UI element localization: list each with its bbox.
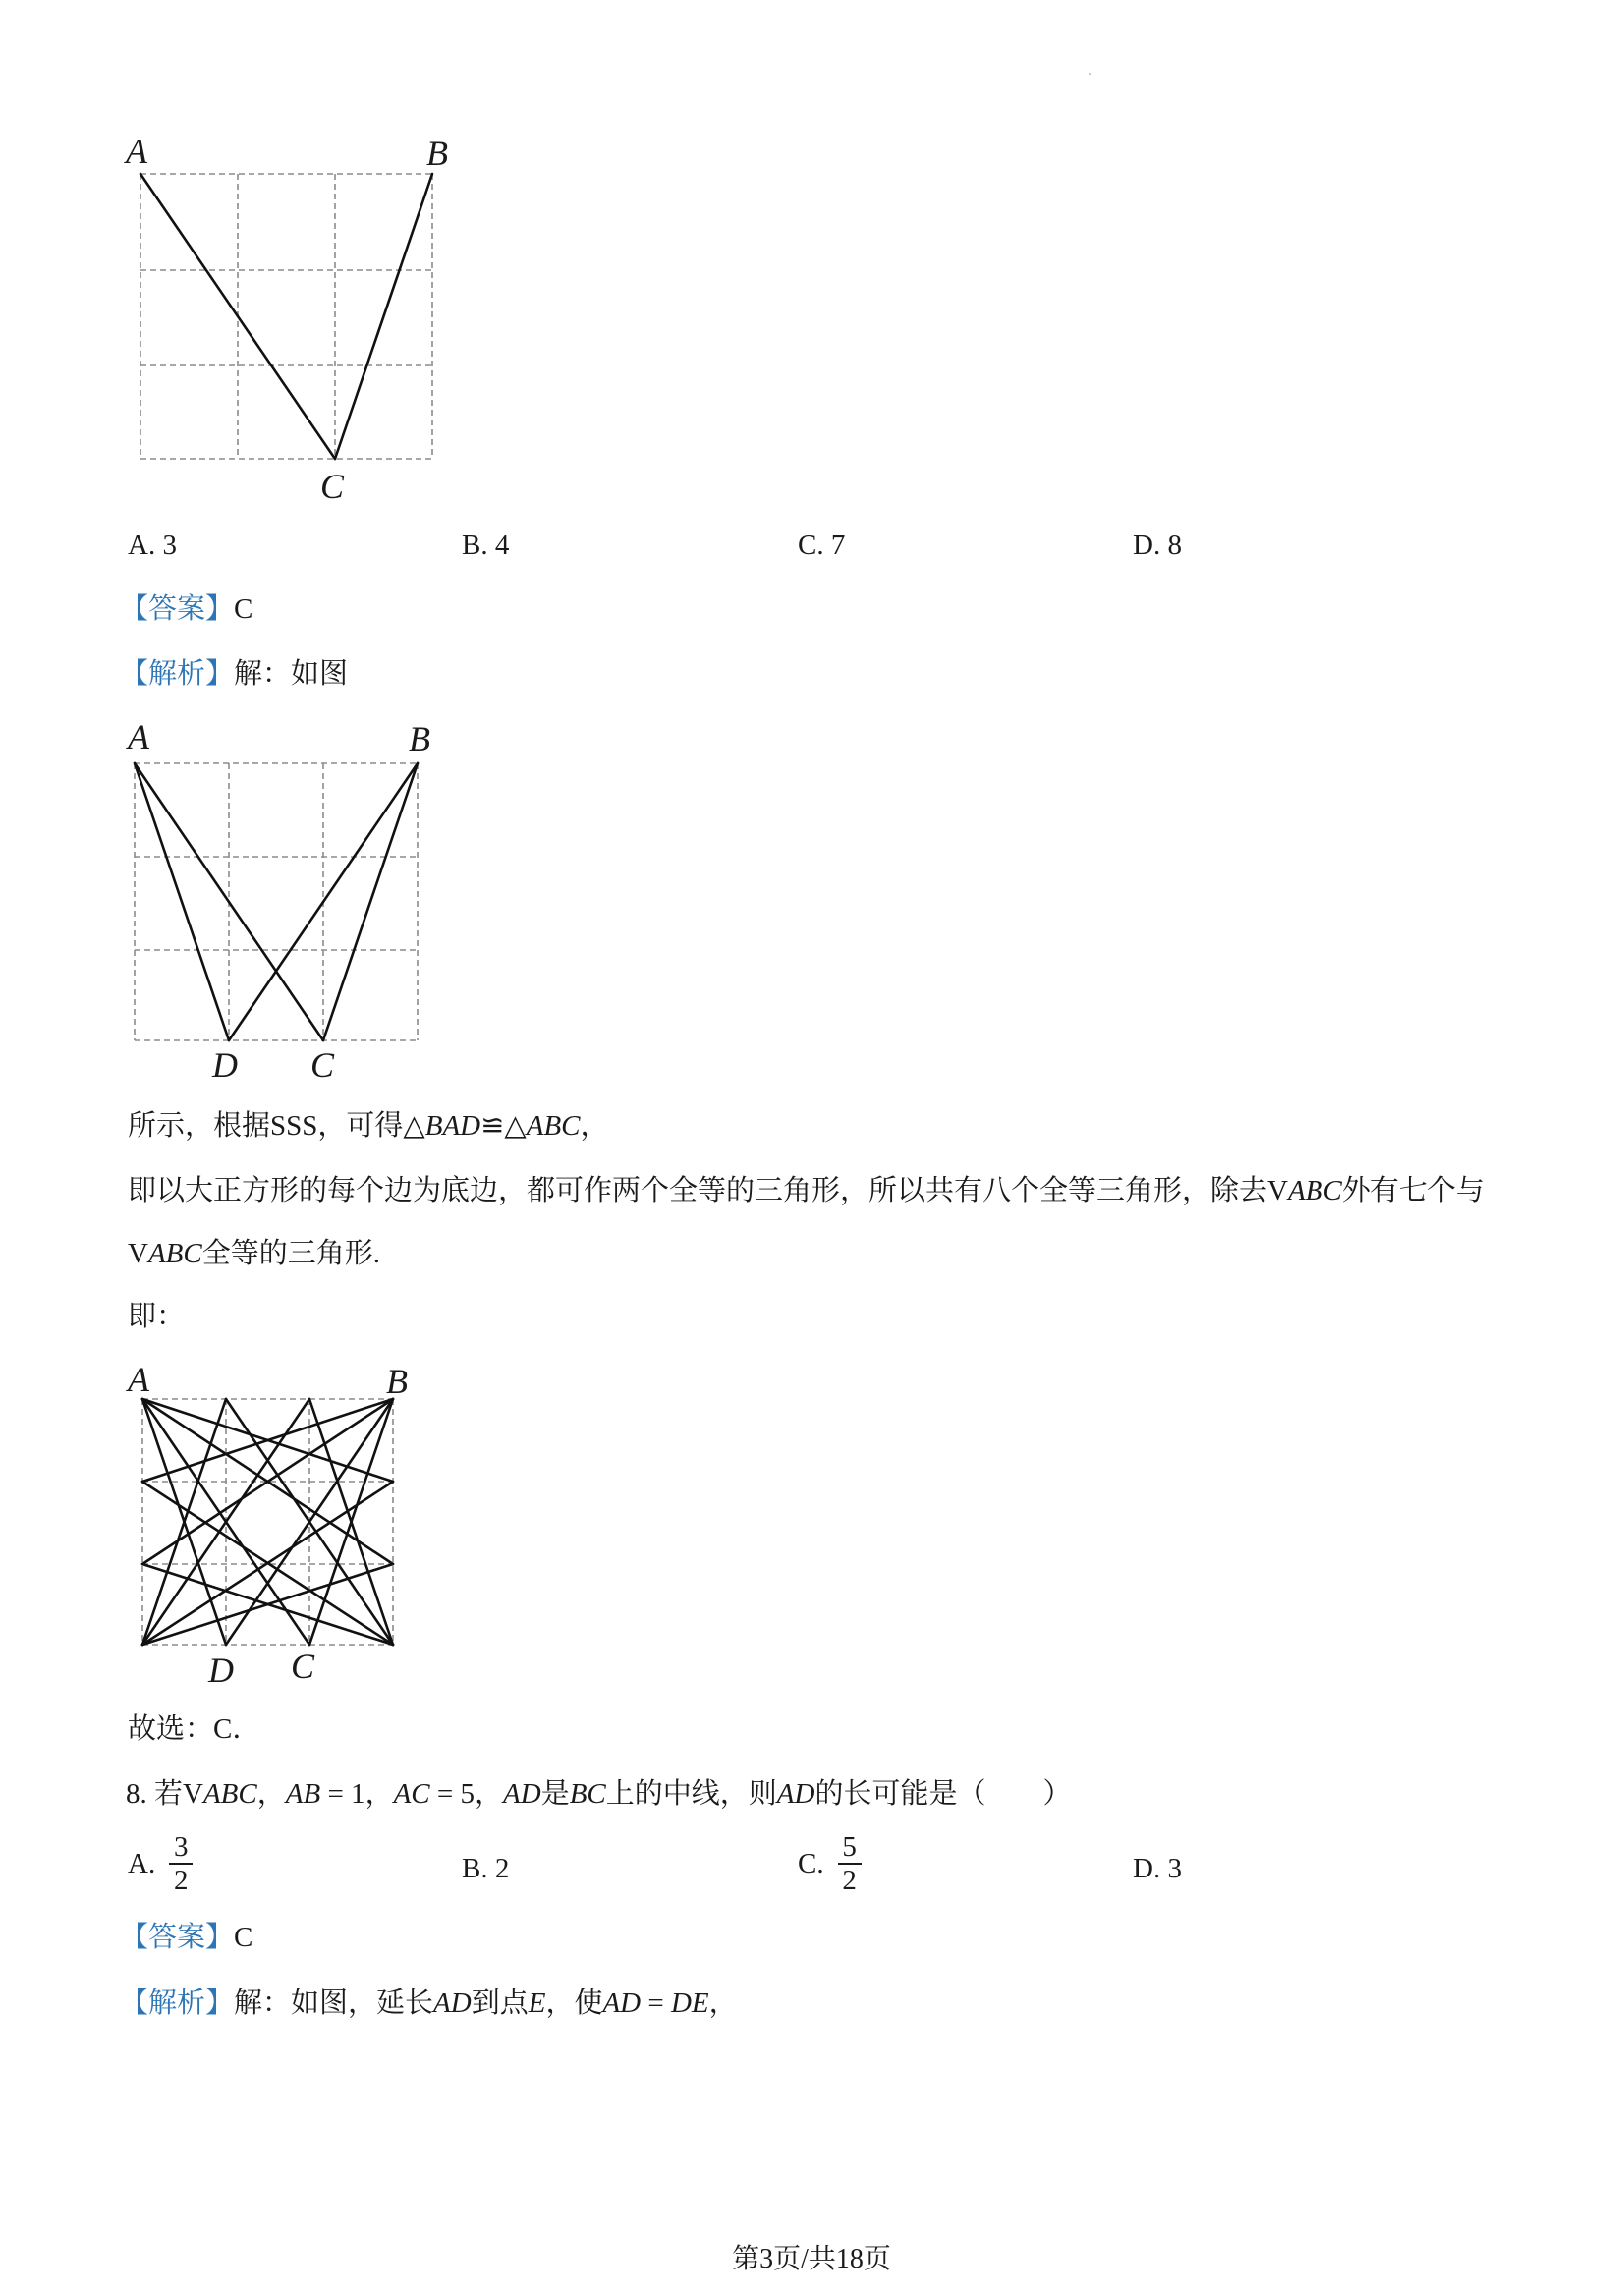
choice-c: C. 7 [798, 530, 846, 561]
text: 外有七个与 [1341, 1175, 1484, 1206]
figure-1-dashed-grid [140, 174, 432, 459]
triangle-symbol: V [183, 1778, 203, 1810]
label-B: B [426, 134, 448, 173]
figure-2-dashed-grid [135, 763, 418, 1040]
answer-tag: 【答案】 [120, 593, 235, 625]
math-ad: AD [776, 1778, 815, 1810]
conclusion-line: 故选：C． [128, 1713, 261, 1745]
segment-AD [135, 763, 229, 1040]
analysis-line [120, 656, 348, 692]
text: ， [364, 1778, 394, 1810]
q8-choice-b: B. 2 [462, 1853, 510, 1884]
triangle-symbol: △ [504, 1110, 527, 1142]
text: 上的中线，则 [605, 1778, 777, 1810]
ji-line: 即： [128, 1301, 186, 1332]
analysis-tag: 【解析】 [120, 658, 235, 690]
segment-BC [335, 174, 432, 459]
analysis-line-3 [128, 1236, 380, 1271]
scan-speck [1089, 73, 1091, 75]
text: ， [256, 1778, 286, 1810]
figure-1-grid-triangle [79, 128, 472, 511]
math-de: DE [670, 1988, 709, 2019]
label-A: A [128, 1360, 149, 1399]
q8-analysis-line [120, 1986, 738, 2021]
text: 全等的三角形. [201, 1238, 380, 1269]
label-C: C [310, 1045, 335, 1085]
math-ad: AD [503, 1778, 541, 1810]
answer-value: C [234, 1922, 253, 1953]
label-C: C [291, 1647, 315, 1686]
text: 的长可能是（ ） [814, 1778, 1072, 1810]
math-ad: AD [433, 1988, 472, 2019]
math-e: E [528, 1988, 546, 2019]
answer-tag: 【答案】 [120, 1922, 235, 1953]
text: ， [475, 1778, 504, 1810]
text: 所示，根据 [128, 1110, 271, 1142]
choice-a: A. 3 [128, 530, 177, 561]
q8-choice-d: D. 3 [1133, 1853, 1182, 1884]
denominator: 2 [842, 1865, 857, 1896]
triangle-symbol: V [1267, 1175, 1288, 1206]
denominator: 2 [173, 1865, 189, 1896]
text: 到点 [471, 1988, 529, 2019]
q8-choice-a [128, 1831, 193, 1896]
fraction [838, 1831, 862, 1896]
text: ， [708, 1988, 738, 2019]
text: 是 [540, 1778, 570, 1810]
label-B: B [409, 719, 430, 758]
label-D: D [208, 1651, 234, 1690]
page-footer: 第3页/共18页 [732, 2244, 891, 2274]
segment-BC [323, 763, 418, 1040]
math-abc: ABC [1287, 1175, 1342, 1206]
figure-3-segments [142, 1399, 393, 1645]
label-B: B [386, 1362, 408, 1401]
math-abc: ABC [147, 1238, 202, 1269]
congruent-symbol: ≌ [480, 1110, 505, 1142]
answer-value: C [234, 593, 253, 625]
analysis-tag: 【解析】 [120, 1988, 235, 2019]
text: 即以大正方形的每个边为底边，都可作两个全等的三角形，所以共有八个全等三角形，除去 [128, 1175, 1268, 1206]
text: ， [580, 1110, 609, 1142]
math-eq: = [641, 1988, 671, 2019]
text: ，可得 [317, 1110, 404, 1142]
choice-b: B. 4 [462, 530, 510, 561]
q8-choice-c [798, 1831, 862, 1896]
sss-abbrev: SSS [270, 1110, 318, 1142]
math-abc: ABC [202, 1778, 257, 1810]
math-bc: BC [569, 1778, 606, 1810]
analysis-line-1 [128, 1108, 609, 1144]
math-abc: ABC [526, 1110, 581, 1142]
choice-d: D. 8 [1133, 530, 1182, 561]
numerator: 5 [842, 1831, 857, 1863]
choice-prefix: C. [798, 1848, 824, 1879]
label-C: C [320, 467, 345, 506]
answer-line [120, 591, 252, 627]
choice-prefix: A. [128, 1848, 156, 1879]
math-bad: BAD [424, 1110, 481, 1142]
math-ab: AB [285, 1778, 321, 1810]
triangle-symbol: V [128, 1238, 148, 1269]
math-ac: AC [393, 1778, 430, 1810]
question-8-stem [126, 1776, 1071, 1812]
fraction [169, 1831, 193, 1896]
figure-2-congruent-triangles [79, 709, 472, 1092]
question-number: 8. 若 [126, 1778, 184, 1810]
math-ad: AD [602, 1988, 642, 2019]
label-A: A [128, 717, 149, 756]
q8-answer-line [120, 1920, 252, 1955]
figure-3-eight-triangles [79, 1348, 472, 1704]
label-A: A [126, 132, 147, 171]
figure-3-dashed-grid [142, 1399, 393, 1645]
triangle-symbol: △ [403, 1110, 425, 1142]
math-eq: = 5 [429, 1778, 475, 1810]
numerator: 3 [173, 1831, 189, 1863]
analysis-text: 解：如图 [234, 658, 349, 690]
math-eq: = 1 [320, 1778, 365, 1810]
analysis-line-2 [128, 1173, 1484, 1208]
text: ，使 [545, 1988, 603, 2019]
label-D: D [212, 1045, 238, 1085]
text: 解：如图，延长 [234, 1988, 434, 2019]
